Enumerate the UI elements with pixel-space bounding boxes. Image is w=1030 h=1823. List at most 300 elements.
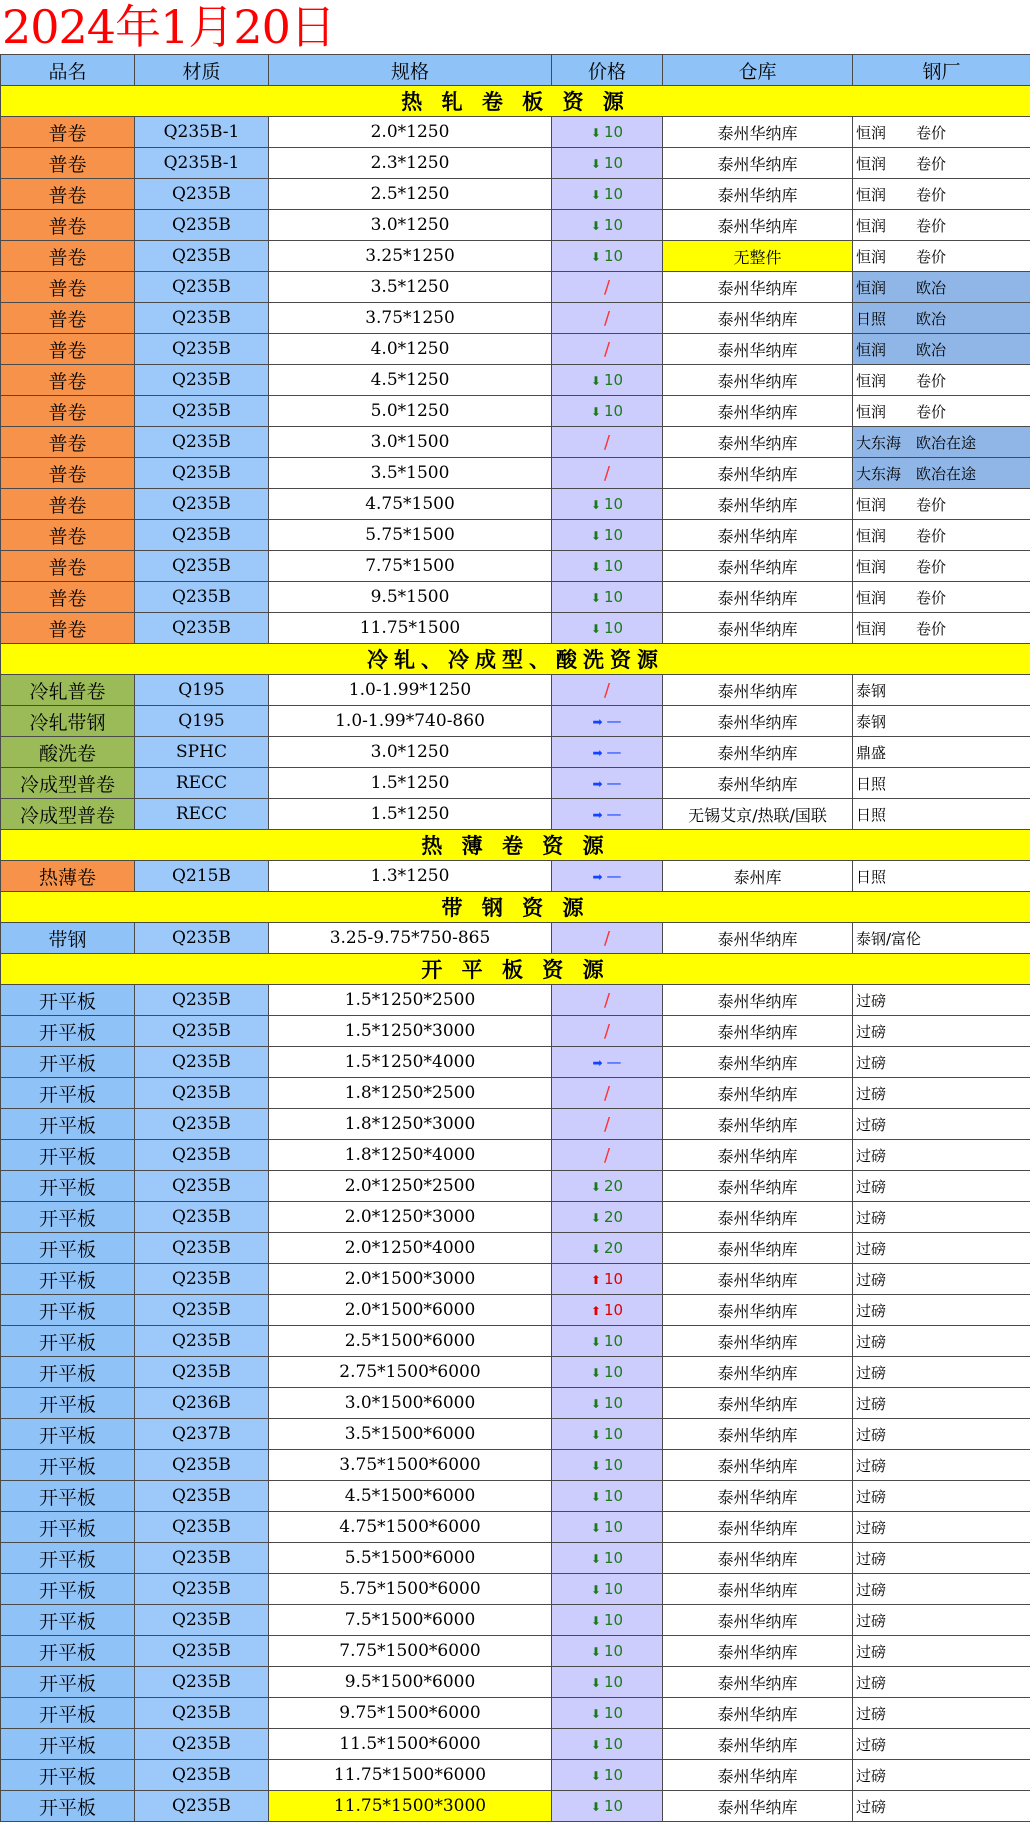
spec-cell: 11.75*1500 — [269, 613, 552, 644]
price-change-value: / — [603, 338, 611, 360]
warehouse-cell: 泰州华纳库 — [663, 551, 853, 582]
mill-name: 过磅 — [856, 1208, 887, 1227]
section-title: 热 薄 卷 资 源 — [1, 830, 1030, 861]
price-change-value: / — [603, 462, 611, 484]
product-name-cell: 普卷 — [1, 582, 135, 613]
material-cell: Q235B — [135, 179, 269, 210]
price-change-value: 10 — [603, 1332, 624, 1350]
mill-cell — [853, 1388, 1030, 1419]
spec-cell: 7.75*1500 — [269, 551, 552, 582]
arrow-down-icon: ⬇ — [590, 1614, 601, 1628]
product-name-cell: 开平板 — [1, 1481, 135, 1512]
mill-cell — [853, 1357, 1030, 1388]
product-name-cell: 普卷 — [1, 427, 135, 458]
spec-cell: 9.5*1500*6000 — [269, 1667, 552, 1698]
warehouse-cell: 泰州华纳库 — [663, 334, 853, 365]
price-change-value: 10 — [603, 1673, 624, 1691]
price-cell — [552, 272, 663, 303]
spec-cell: 3.0*1500*6000 — [269, 1388, 552, 1419]
product-name-cell: 开平板 — [1, 1450, 135, 1481]
mill-cell — [853, 1760, 1030, 1791]
material-cell: Q235B — [135, 1791, 269, 1822]
product-name-cell: 开平板 — [1, 1388, 135, 1419]
warehouse-cell: 泰州华纳库 — [663, 1450, 853, 1481]
table-row — [1, 427, 1030, 458]
warehouse-cell: 无锡艾京/热联/国联 — [663, 799, 853, 830]
table-row — [1, 489, 1030, 520]
price-cell — [552, 1233, 663, 1264]
mill-name: 恒润 — [856, 619, 887, 638]
product-name-cell: 开平板 — [1, 1047, 135, 1078]
material-cell: Q215B — [135, 861, 269, 892]
mill-cell — [853, 1109, 1030, 1140]
spec-cell: 2.0*1250*4000 — [269, 1233, 552, 1264]
section-title: 带 钢 资 源 — [1, 892, 1030, 923]
material-cell: Q235B — [135, 1450, 269, 1481]
table-row — [1, 985, 1030, 1016]
mill-cell — [853, 1698, 1030, 1729]
mill-name: 日照 — [856, 805, 887, 824]
mill-note: 卷价 — [916, 588, 947, 607]
price-cell — [552, 117, 663, 148]
arrow-up-icon: ⬆ — [590, 1304, 601, 1318]
table-row — [1, 1140, 1030, 1171]
price-change-value: 10 — [603, 1735, 624, 1753]
price-cell — [552, 1760, 663, 1791]
mill-name: 过磅 — [856, 1673, 887, 1692]
price-cell — [552, 520, 663, 551]
product-name-cell: 普卷 — [1, 117, 135, 148]
mill-cell — [853, 148, 1030, 179]
price-cell — [552, 1729, 663, 1760]
table-row — [1, 1295, 1030, 1326]
price-change-value: — — [606, 712, 622, 730]
section-header-row — [1, 954, 1030, 985]
table-row — [1, 1574, 1030, 1605]
arrow-down-icon: ⬇ — [590, 1428, 601, 1442]
price-cell — [552, 396, 663, 427]
header-warehouse: 仓库 — [663, 55, 853, 86]
spec-cell: 2.0*1250 — [269, 117, 552, 148]
mill-note: 卷价 — [916, 123, 947, 142]
mill-note: 卷价 — [916, 557, 947, 576]
product-name-cell: 开平板 — [1, 1295, 135, 1326]
price-change-value: / — [603, 1020, 611, 1042]
mill-name: 过磅 — [856, 1270, 887, 1289]
price-cell — [552, 427, 663, 458]
spec-cell: 2.0*1500*3000 — [269, 1264, 552, 1295]
price-cell — [552, 1419, 663, 1450]
material-cell: Q235B — [135, 1698, 269, 1729]
mill-name: 恒润 — [856, 495, 887, 514]
warehouse-cell: 泰州华纳库 — [663, 1078, 853, 1109]
mill-name: 过磅 — [856, 1363, 887, 1382]
product-name-cell: 冷轧普卷 — [1, 675, 135, 706]
product-name-cell: 开平板 — [1, 985, 135, 1016]
header-spec: 规格 — [269, 55, 552, 86]
price-cell — [552, 613, 663, 644]
price-change-value: — — [606, 743, 622, 761]
material-cell: Q195 — [135, 675, 269, 706]
warehouse-cell: 泰州华纳库 — [663, 458, 853, 489]
price-change-value: 10 — [603, 1642, 624, 1660]
material-cell: Q235B — [135, 1512, 269, 1543]
arrow-down-icon: ⬇ — [590, 1242, 601, 1256]
material-cell: Q235B — [135, 1326, 269, 1357]
mill-cell — [853, 799, 1030, 830]
arrow-right-icon: ➡ — [592, 746, 603, 760]
mill-name: 过磅 — [856, 1735, 887, 1754]
price-change-value: 10 — [603, 123, 624, 141]
arrow-down-icon: ⬇ — [590, 1707, 601, 1721]
mill-name: 过磅 — [856, 1115, 887, 1134]
product-name-cell: 开平板 — [1, 1202, 135, 1233]
warehouse-cell: 泰州华纳库 — [663, 923, 853, 954]
price-change-value: 10 — [603, 371, 624, 389]
table-row — [1, 1450, 1030, 1481]
table-row — [1, 148, 1030, 179]
table-row — [1, 1109, 1030, 1140]
header-name: 品名 — [1, 55, 135, 86]
price-change-value: / — [603, 431, 611, 453]
warehouse-cell: 无整件 — [663, 241, 853, 272]
warehouse-cell: 泰州华纳库 — [663, 1791, 853, 1822]
mill-name: 过磅 — [856, 1084, 887, 1103]
price-cell — [552, 303, 663, 334]
price-change-value: 10 — [603, 1487, 624, 1505]
material-cell: Q235B — [135, 1016, 269, 1047]
warehouse-cell: 泰州华纳库 — [663, 210, 853, 241]
price-change-value: 10 — [603, 1394, 624, 1412]
material-cell: RECC — [135, 768, 269, 799]
arrow-right-icon: ➡ — [592, 715, 603, 729]
warehouse-cell: 泰州华纳库 — [663, 1109, 853, 1140]
price-change-value: 10 — [603, 154, 624, 172]
spec-cell: 11.75*1500*3000 — [269, 1791, 552, 1822]
price-cell — [552, 365, 663, 396]
arrow-down-icon: ⬇ — [590, 188, 601, 202]
arrow-up-icon: ⬆ — [590, 1273, 601, 1287]
section-header-row — [1, 892, 1030, 923]
mill-cell — [853, 582, 1030, 613]
price-change-value: / — [603, 1113, 611, 1135]
table-row — [1, 923, 1030, 954]
page-title: 2024年1月20日 — [2, 0, 335, 54]
warehouse-cell: 泰州华纳库 — [663, 1543, 853, 1574]
spec-cell: 11.75*1500*6000 — [269, 1760, 552, 1791]
product-name-cell: 开平板 — [1, 1574, 135, 1605]
mill-name: 过磅 — [856, 1146, 887, 1165]
warehouse-cell: 泰州华纳库 — [663, 1574, 853, 1605]
mill-name: 泰钢 — [856, 681, 887, 700]
spec-cell: 9.5*1500 — [269, 582, 552, 613]
price-change-value: 10 — [603, 185, 624, 203]
mill-name: 过磅 — [856, 1022, 887, 1041]
warehouse-cell: 泰州华纳库 — [663, 1419, 853, 1450]
mill-cell — [853, 241, 1030, 272]
arrow-right-icon: ➡ — [592, 870, 603, 884]
mill-cell — [853, 1574, 1030, 1605]
price-change-value: 10 — [603, 1797, 624, 1815]
warehouse-cell: 泰州华纳库 — [663, 272, 853, 303]
arrow-down-icon: ⬇ — [590, 1552, 601, 1566]
table-row — [1, 768, 1030, 799]
price-cell — [552, 1047, 663, 1078]
price-change-value: 10 — [603, 1766, 624, 1784]
mill-cell — [853, 396, 1030, 427]
mill-cell — [853, 179, 1030, 210]
price-change-value: / — [603, 307, 611, 329]
price-table — [0, 54, 1030, 1822]
mill-name: 过磅 — [856, 1425, 887, 1444]
material-cell: Q235B — [135, 985, 269, 1016]
mill-name: 恒润 — [856, 371, 887, 390]
table-row — [1, 117, 1030, 148]
product-name-cell: 开平板 — [1, 1357, 135, 1388]
header-material: 材质 — [135, 55, 269, 86]
material-cell: Q195 — [135, 706, 269, 737]
price-change-value: / — [603, 679, 611, 701]
mill-name: 大东海 — [856, 464, 902, 483]
price-change-value: 10 — [603, 1549, 624, 1567]
spec-cell: 1.8*1250*3000 — [269, 1109, 552, 1140]
table-row — [1, 551, 1030, 582]
product-name-cell: 普卷 — [1, 303, 135, 334]
warehouse-cell: 泰州华纳库 — [663, 1760, 853, 1791]
material-cell: Q235B — [135, 1047, 269, 1078]
mill-cell — [853, 1667, 1030, 1698]
material-cell: Q235B — [135, 396, 269, 427]
material-cell: Q235B — [135, 551, 269, 582]
price-cell — [552, 1357, 663, 1388]
price-cell — [552, 1574, 663, 1605]
mill-name: 恒润 — [856, 154, 887, 173]
spec-cell: 2.0*1500*6000 — [269, 1295, 552, 1326]
price-cell — [552, 1512, 663, 1543]
mill-cell — [853, 1202, 1030, 1233]
mill-name: 过磅 — [856, 1456, 887, 1475]
section-title: 热 轧 卷 板 资 源 — [1, 86, 1030, 117]
material-cell: Q235B — [135, 1729, 269, 1760]
mill-name: 大东海 — [856, 433, 902, 452]
mill-cell — [853, 117, 1030, 148]
mill-cell — [853, 613, 1030, 644]
warehouse-cell: 泰州华纳库 — [663, 148, 853, 179]
product-name-cell: 开平板 — [1, 1171, 135, 1202]
price-cell — [552, 737, 663, 768]
price-change-value: 10 — [603, 1363, 624, 1381]
material-cell: Q235B-1 — [135, 148, 269, 179]
arrow-down-icon: ⬇ — [590, 374, 601, 388]
material-cell: Q235B — [135, 1140, 269, 1171]
mill-name: 恒润 — [856, 557, 887, 576]
spec-cell: 3.75*1500*6000 — [269, 1450, 552, 1481]
spec-cell: 4.5*1500*6000 — [269, 1481, 552, 1512]
mill-note: 欧冶在途 — [916, 464, 977, 483]
spec-cell: 1.8*1250*4000 — [269, 1140, 552, 1171]
table-row — [1, 1698, 1030, 1729]
table-row — [1, 1078, 1030, 1109]
mill-name: 过磅 — [856, 1580, 887, 1599]
price-change-value: 10 — [603, 247, 624, 265]
warehouse-cell: 泰州库 — [663, 861, 853, 892]
product-name-cell: 开平板 — [1, 1109, 135, 1140]
warehouse-cell: 泰州华纳库 — [663, 1667, 853, 1698]
mill-cell — [853, 1636, 1030, 1667]
arrow-down-icon: ⬇ — [590, 1366, 601, 1380]
mill-name: 日照 — [856, 309, 887, 328]
mill-name: 过磅 — [856, 991, 887, 1010]
mill-cell — [853, 1512, 1030, 1543]
material-cell: Q235B — [135, 489, 269, 520]
price-cell — [552, 1295, 663, 1326]
product-name-cell: 开平板 — [1, 1667, 135, 1698]
mill-name: 泰钢/富伦 — [856, 929, 922, 948]
material-cell: Q235B — [135, 365, 269, 396]
price-cell — [552, 489, 663, 520]
mill-cell — [853, 551, 1030, 582]
arrow-down-icon: ⬇ — [590, 1490, 601, 1504]
material-cell: Q235B — [135, 1295, 269, 1326]
price-cell — [552, 1078, 663, 1109]
warehouse-cell: 泰州华纳库 — [663, 1264, 853, 1295]
arrow-down-icon: ⬇ — [590, 1521, 601, 1535]
mill-name: 恒润 — [856, 123, 887, 142]
table-row — [1, 1388, 1030, 1419]
price-cell — [552, 675, 663, 706]
mill-cell — [853, 1233, 1030, 1264]
material-cell: Q235B — [135, 272, 269, 303]
material-cell: Q235B — [135, 1109, 269, 1140]
product-name-cell: 开平板 — [1, 1016, 135, 1047]
spec-cell: 3.5*1250 — [269, 272, 552, 303]
spec-cell: 2.5*1250 — [269, 179, 552, 210]
mill-name: 过磅 — [856, 1611, 887, 1630]
table-row — [1, 1636, 1030, 1667]
material-cell: Q235B — [135, 613, 269, 644]
mill-name: 恒润 — [856, 216, 887, 235]
price-cell — [552, 861, 663, 892]
warehouse-cell: 泰州华纳库 — [663, 1171, 853, 1202]
spec-cell: 1.0-1.99*740-860 — [269, 706, 552, 737]
spec-cell: 11.5*1500*6000 — [269, 1729, 552, 1760]
spec-cell: 1.5*1250*3000 — [269, 1016, 552, 1047]
price-change-value: 10 — [603, 1580, 624, 1598]
table-row — [1, 1791, 1030, 1822]
mill-name: 过磅 — [856, 1549, 887, 1568]
warehouse-cell: 泰州华纳库 — [663, 1729, 853, 1760]
price-cell — [552, 1636, 663, 1667]
spec-cell: 1.5*1250 — [269, 799, 552, 830]
arrow-right-icon: ➡ — [592, 777, 603, 791]
table-row — [1, 737, 1030, 768]
price-cell — [552, 1140, 663, 1171]
warehouse-cell: 泰州华纳库 — [663, 1016, 853, 1047]
mill-name: 日照 — [856, 867, 887, 886]
price-cell — [552, 923, 663, 954]
mill-cell — [853, 365, 1030, 396]
price-cell — [552, 1667, 663, 1698]
mill-note: 卷价 — [916, 216, 947, 235]
product-name-cell: 热薄卷 — [1, 861, 135, 892]
price-cell — [552, 1326, 663, 1357]
mill-name: 过磅 — [856, 1487, 887, 1506]
price-cell — [552, 1791, 663, 1822]
material-cell: Q235B — [135, 582, 269, 613]
header-price: 价格 — [552, 55, 663, 86]
price-change-value: — — [606, 1053, 622, 1071]
spec-cell: 3.75*1250 — [269, 303, 552, 334]
price-change-value: 10 — [603, 1456, 624, 1474]
spec-cell: 3.0*1500 — [269, 427, 552, 458]
arrow-down-icon: ⬇ — [590, 250, 601, 264]
warehouse-cell: 泰州华纳库 — [663, 1357, 853, 1388]
product-name-cell: 开平板 — [1, 1760, 135, 1791]
mill-name: 过磅 — [856, 1704, 887, 1723]
table-row — [1, 1202, 1030, 1233]
product-name-cell: 普卷 — [1, 241, 135, 272]
table-row — [1, 1605, 1030, 1636]
material-cell: Q235B — [135, 1202, 269, 1233]
warehouse-cell: 泰州华纳库 — [663, 1481, 853, 1512]
warehouse-cell: 泰州华纳库 — [663, 1202, 853, 1233]
mill-note: 卷价 — [916, 402, 947, 421]
product-name-cell: 开平板 — [1, 1791, 135, 1822]
product-name-cell: 酸洗卷 — [1, 737, 135, 768]
material-cell: Q235B — [135, 1667, 269, 1698]
spec-cell: 4.75*1500 — [269, 489, 552, 520]
spec-cell: 1.5*1250*2500 — [269, 985, 552, 1016]
spec-cell: 9.75*1500*6000 — [269, 1698, 552, 1729]
table-row — [1, 1047, 1030, 1078]
arrow-down-icon: ⬇ — [590, 591, 601, 605]
mill-name: 恒润 — [856, 340, 887, 359]
price-cell — [552, 1605, 663, 1636]
arrow-down-icon: ⬇ — [590, 1769, 601, 1783]
spec-cell: 3.0*1250 — [269, 737, 552, 768]
price-change-value: / — [603, 989, 611, 1011]
spec-cell: 3.5*1500*6000 — [269, 1419, 552, 1450]
price-change-value: 20 — [603, 1208, 624, 1226]
material-cell: Q235B — [135, 1481, 269, 1512]
mill-cell — [853, 1326, 1030, 1357]
table-row — [1, 1419, 1030, 1450]
material-cell: Q235B — [135, 1171, 269, 1202]
spec-cell: 2.75*1500*6000 — [269, 1357, 552, 1388]
warehouse-cell: 泰州华纳库 — [663, 179, 853, 210]
material-cell: Q235B — [135, 1543, 269, 1574]
section-title: 冷轧、冷成型、酸洗资源 — [1, 644, 1030, 675]
section-header-row — [1, 86, 1030, 117]
table-row — [1, 1760, 1030, 1791]
product-name-cell: 开平板 — [1, 1419, 135, 1450]
table-row — [1, 1016, 1030, 1047]
price-change-value: / — [603, 927, 611, 949]
mill-cell — [853, 675, 1030, 706]
arrow-down-icon: ⬇ — [590, 1738, 601, 1752]
warehouse-cell: 泰州华纳库 — [663, 1388, 853, 1419]
mill-name: 恒润 — [856, 588, 887, 607]
spec-cell: 1.5*1250*4000 — [269, 1047, 552, 1078]
price-cell — [552, 706, 663, 737]
spec-cell: 4.0*1250 — [269, 334, 552, 365]
product-name-cell: 开平板 — [1, 1233, 135, 1264]
mill-cell — [853, 334, 1030, 365]
arrow-down-icon: ⬇ — [590, 1645, 601, 1659]
product-name-cell: 开平板 — [1, 1636, 135, 1667]
table-row — [1, 1543, 1030, 1574]
material-cell: Q237B — [135, 1419, 269, 1450]
